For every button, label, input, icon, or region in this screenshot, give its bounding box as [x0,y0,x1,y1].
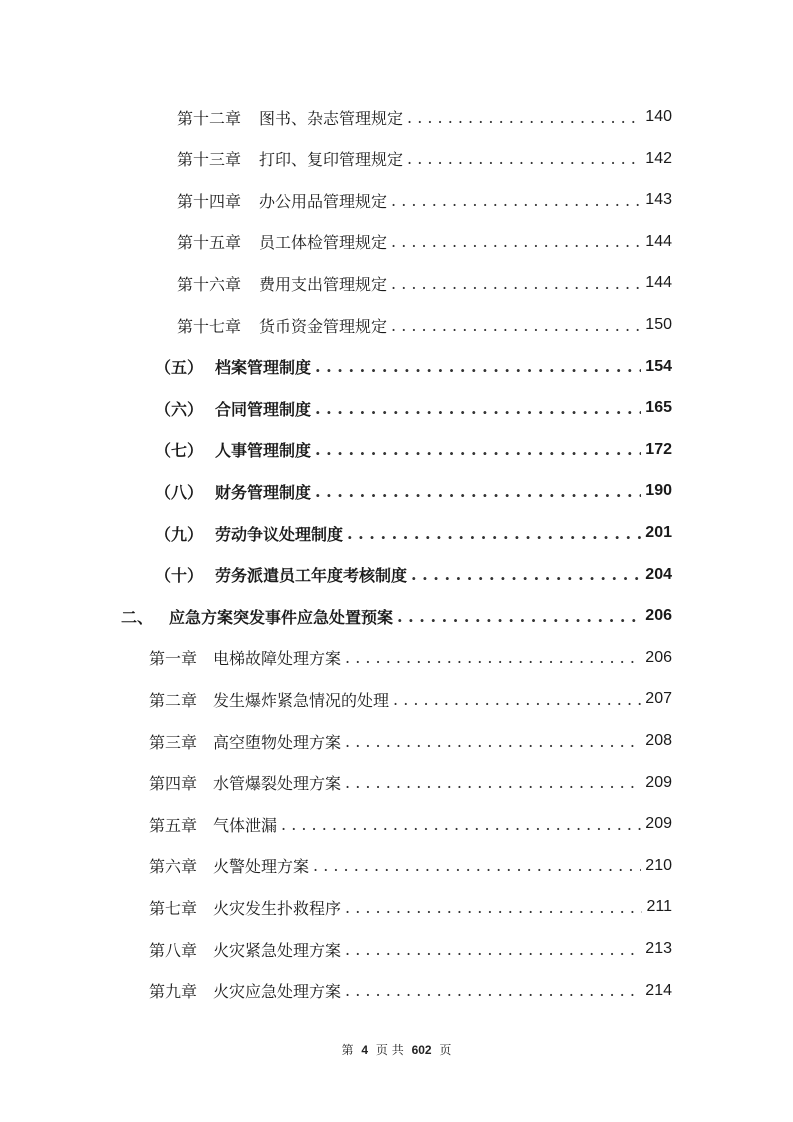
toc-entry-page: 213 [645,940,672,957]
toc-entry-title: 火灾应急处理方案 [213,982,342,1002]
page-footer [0,1041,793,1058]
toc-entry-page: 140 [645,108,672,125]
toc-entry-number: （八） [155,482,204,502]
toc-entry[interactable] [121,601,672,631]
toc-entry-number: 第十五章 [177,233,242,253]
footer-prefix: 第 [341,1043,354,1057]
toc-entry-number: 第二章 [149,690,198,710]
toc-entry-number: 第七章 [149,898,198,918]
toc-entry[interactable] [149,809,672,839]
toc-entry[interactable] [177,268,672,298]
toc-dot-leader [393,690,641,709]
toc-dot-leader [391,232,641,251]
toc-entry-page: 144 [645,274,672,292]
toc-entry-title: 财务管理制度 [215,482,312,502]
toc-entry-page: 206 [645,648,672,666]
toc-entry-page: 207 [645,690,672,708]
toc-dot-leader [345,898,642,917]
toc-entry[interactable] [155,518,672,548]
toc-entry-number: 第六章 [149,857,198,877]
toc-entry-title: 气体泄漏 [213,815,278,835]
toc-entry-page: 165 [645,399,672,417]
toc-entry-page: 204 [645,565,672,583]
toc-entry-title: 电梯故障处理方案 [213,649,342,669]
toc-entry-page: 209 [645,773,672,791]
toc-entry-page: 211 [646,898,672,916]
toc-entry[interactable] [177,227,672,257]
footer-mid: 页 共 [375,1043,404,1057]
toc-entry-number: 第四章 [149,774,198,794]
toc-dot-leader [345,648,641,667]
toc-dot-leader [281,815,641,834]
toc-entry-title: 人事管理制度 [215,441,312,461]
toc-entry-page: 208 [645,732,672,749]
toc-entry[interactable] [149,851,672,881]
toc-dot-leader [391,191,641,210]
toc-entry-number: 第八章 [149,940,198,960]
toc-entry-title: 打印、复印管理规定 [259,150,404,170]
toc-entry[interactable] [155,560,672,590]
toc-dot-leader [315,399,641,418]
toc-entry-page: 172 [645,440,672,458]
toc-entry-number: 第三章 [149,732,198,752]
toc-entry-title: 劳动争议处理制度 [215,524,344,544]
toc-dot-leader [345,773,641,792]
toc-dot-leader [347,524,641,543]
toc-entry-title: 火灾发生扑救程序 [213,898,342,918]
current-page-number: 4 [361,1043,369,1057]
toc-dot-leader [391,316,641,335]
toc-entry-page: 201 [645,524,672,541]
toc-entry-page: 154 [645,357,672,375]
toc-entry-title: 高空堕物处理方案 [213,732,342,752]
toc-entry-page: 144 [645,232,672,250]
toc-entry-page: 210 [645,856,672,874]
toc-entry[interactable] [149,726,672,756]
toc-dot-leader [411,565,641,584]
toc-entry-title: 货币资金管理规定 [259,316,388,336]
toc-dot-leader [345,732,641,751]
toc-dot-leader [345,981,641,1000]
toc-entry[interactable] [177,185,672,215]
toc-entry-page: 206 [645,607,672,625]
toc-entry-title: 劳务派遣员工年度考核制度 [215,566,408,586]
toc-entry-number: 第十七章 [177,316,242,336]
toc-entry-number: （十） [155,566,204,586]
toc-entry-number: 第一章 [149,649,198,669]
toc-entry[interactable] [155,476,672,506]
toc-dot-leader [345,940,641,959]
toc-entry-number: 第十三章 [177,150,242,170]
toc-entry-title: 员工体检管理规定 [259,233,388,253]
toc-entry-number: 第十六章 [177,274,242,294]
toc-entry-title: 发生爆炸紧急情况的处理 [213,690,390,710]
toc-entry[interactable] [177,102,672,132]
toc-entry-page: 214 [645,981,672,999]
toc-entry-page: 209 [645,815,672,833]
toc-dot-leader [391,274,641,293]
toc-entry-page: 142 [645,149,672,167]
toc-entry-number: 第五章 [149,815,198,835]
toc-entry[interactable] [177,144,672,174]
toc-dot-leader [407,149,641,168]
toc-entry[interactable] [155,393,672,423]
toc-entry[interactable] [149,976,672,1006]
toc-entry-title: 图书、杂志管理规定 [259,108,404,128]
toc-dot-leader [313,856,641,875]
toc-entry[interactable] [149,892,672,922]
toc-entry[interactable] [149,643,672,673]
toc-entry-number: 第九章 [149,982,198,1002]
toc-entry-title: 火警处理方案 [213,857,310,877]
toc-entry-title: 办公用品管理规定 [259,191,388,211]
toc-entry[interactable] [177,310,672,340]
total-page-count: 602 [411,1043,432,1057]
toc-dot-leader [315,357,641,376]
toc-entry[interactable] [149,934,672,964]
toc-dot-leader [407,108,641,127]
toc-entry-title: 水管爆裂处理方案 [213,774,342,794]
footer-suffix: 页 [439,1043,452,1057]
toc-entry-page: 150 [645,316,672,333]
toc-dot-leader [315,482,641,501]
toc-entry-title: 费用支出管理规定 [259,274,388,294]
toc-entry-page: 190 [645,482,672,500]
toc-entry-number: （七） [155,441,204,461]
toc-dot-leader [397,607,641,626]
toc-entry[interactable] [155,435,672,465]
toc-entry-page: 143 [645,191,672,209]
toc-entry-number: 二、 [121,607,154,627]
toc-entry[interactable] [155,352,672,382]
toc-entry-number: 第十二章 [177,108,242,128]
toc-entry-number: （五） [155,358,204,378]
toc-entry-title: 火灾紧急处理方案 [213,940,342,960]
toc-dot-leader [315,440,641,459]
toc-entry-number: 第十四章 [177,191,242,211]
toc-entry-title: 档案管理制度 [215,358,312,378]
toc-entry[interactable] [149,684,672,714]
toc-entry-number: （九） [155,524,204,544]
toc-entry-number: （六） [155,399,204,419]
toc-entry[interactable] [149,768,672,798]
toc-entry-title: 应急方案突发事件应急处置预案 [169,607,394,627]
toc-entry-title: 合同管理制度 [215,399,312,419]
